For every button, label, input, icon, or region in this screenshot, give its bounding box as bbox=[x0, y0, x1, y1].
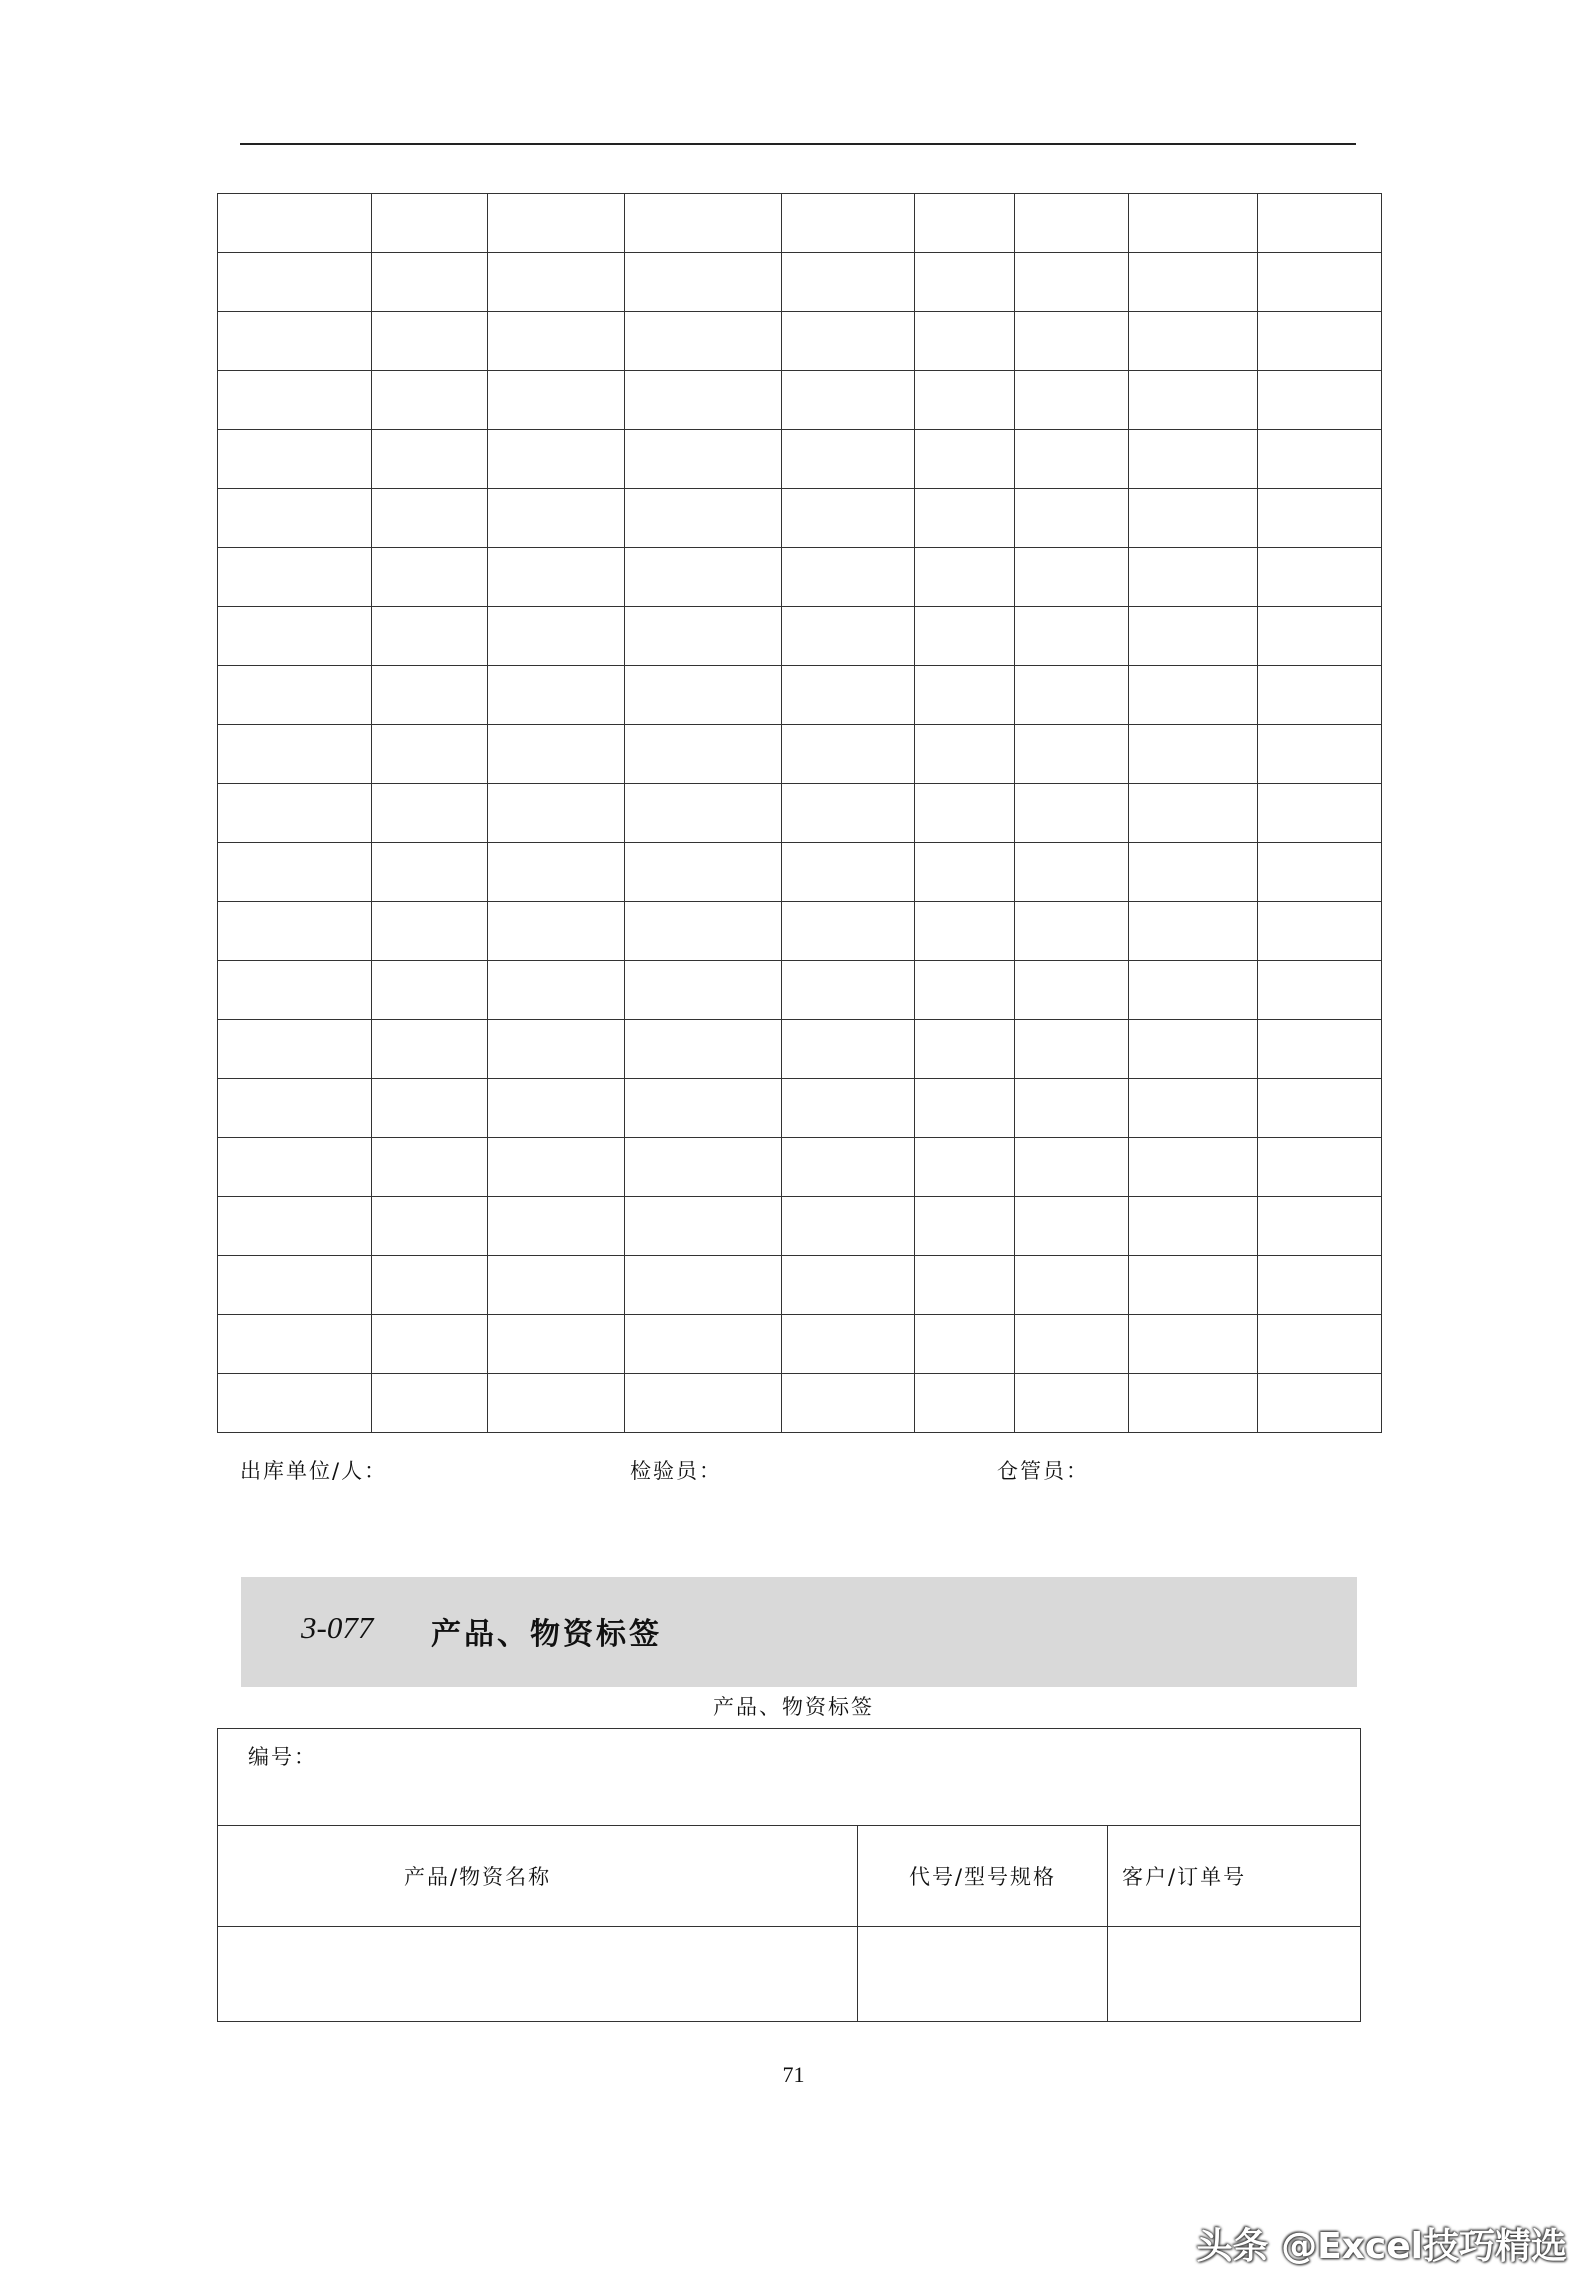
grid-cell bbox=[1258, 961, 1382, 1020]
grid-cell bbox=[218, 1315, 372, 1374]
grid-cell bbox=[915, 1197, 1015, 1256]
grid-cell bbox=[1129, 548, 1258, 607]
grid-cell bbox=[915, 1315, 1015, 1374]
grid-cell bbox=[218, 843, 372, 902]
grid-cell bbox=[488, 548, 625, 607]
header-customer-order: 客户/订单号 bbox=[1108, 1826, 1361, 1927]
inspector-signature-label: 检验员： bbox=[630, 1459, 722, 1483]
grid-cell bbox=[915, 902, 1015, 961]
grid-cell bbox=[625, 725, 782, 784]
grid-row bbox=[218, 489, 1382, 548]
grid-cell bbox=[218, 666, 372, 725]
grid-cell bbox=[372, 1020, 488, 1079]
grid-cell bbox=[625, 607, 782, 666]
grid-cell bbox=[625, 194, 782, 253]
grid-row bbox=[218, 1256, 1382, 1315]
grid-cell bbox=[1129, 961, 1258, 1020]
grid-cell bbox=[1258, 725, 1382, 784]
grid-cell bbox=[1258, 902, 1382, 961]
grid-cell bbox=[488, 1256, 625, 1315]
grid-cell bbox=[1015, 1197, 1129, 1256]
grid-cell bbox=[1258, 194, 1382, 253]
watermark: 头条 @Excel技巧精选 bbox=[1196, 2226, 1567, 2267]
grid-cell bbox=[218, 1256, 372, 1315]
grid-cell bbox=[372, 253, 488, 312]
grid-cell bbox=[1015, 961, 1129, 1020]
grid-row bbox=[218, 312, 1382, 371]
grid-cell bbox=[1129, 1138, 1258, 1197]
grid-cell bbox=[1129, 489, 1258, 548]
grid-cell bbox=[1129, 312, 1258, 371]
warehouse-keeper-signature-label: 仓管员： bbox=[997, 1459, 1089, 1483]
header-product-name: 产品/物资名称 bbox=[218, 1826, 858, 1927]
grid-cell bbox=[915, 430, 1015, 489]
grid-cell bbox=[1258, 548, 1382, 607]
grid-cell bbox=[1129, 843, 1258, 902]
grid-cell bbox=[782, 489, 915, 548]
grid-cell bbox=[1258, 784, 1382, 843]
grid-cell bbox=[488, 961, 625, 1020]
grid-cell bbox=[1015, 666, 1129, 725]
grid-cell bbox=[1015, 371, 1129, 430]
grid-cell bbox=[782, 1138, 915, 1197]
grid-cell bbox=[372, 489, 488, 548]
grid-cell bbox=[372, 430, 488, 489]
serial-row bbox=[218, 1729, 1361, 1826]
grid-cell bbox=[1015, 607, 1129, 666]
grid-cell bbox=[625, 1197, 782, 1256]
grid-cell bbox=[782, 548, 915, 607]
grid-cell bbox=[625, 1256, 782, 1315]
grid-cell bbox=[1129, 1374, 1258, 1433]
grid-cell bbox=[1015, 1079, 1129, 1138]
grid-cell bbox=[488, 1315, 625, 1374]
label-form-table bbox=[217, 1728, 1361, 2022]
grid-cell bbox=[915, 371, 1015, 430]
grid-cell bbox=[488, 1138, 625, 1197]
grid-cell bbox=[1129, 725, 1258, 784]
grid-row bbox=[218, 548, 1382, 607]
grid-row bbox=[218, 1197, 1382, 1256]
grid-cell bbox=[372, 194, 488, 253]
grid-cell bbox=[1129, 1079, 1258, 1138]
grid-cell bbox=[372, 725, 488, 784]
grid-cell bbox=[218, 961, 372, 1020]
grid-cell bbox=[488, 1197, 625, 1256]
grid-cell bbox=[625, 666, 782, 725]
grid-cell bbox=[915, 961, 1015, 1020]
serial-cell bbox=[218, 1729, 1361, 1826]
grid-cell bbox=[488, 312, 625, 371]
grid-cell bbox=[1258, 666, 1382, 725]
grid-cell bbox=[915, 784, 1015, 843]
grid-cell bbox=[488, 1020, 625, 1079]
grid-cell bbox=[372, 843, 488, 902]
grid-cell bbox=[372, 312, 488, 371]
grid-cell bbox=[1258, 1197, 1382, 1256]
grid-cell bbox=[915, 312, 1015, 371]
grid-cell bbox=[915, 843, 1015, 902]
blank-record-grid bbox=[217, 193, 1382, 1433]
grid-row bbox=[218, 430, 1382, 489]
grid-cell bbox=[488, 607, 625, 666]
grid-cell bbox=[488, 784, 625, 843]
grid-cell bbox=[1015, 1315, 1129, 1374]
grid-cell bbox=[1015, 843, 1129, 902]
grid-cell bbox=[625, 1020, 782, 1079]
grid-cell bbox=[488, 194, 625, 253]
label-value-row bbox=[218, 1927, 1361, 2022]
grid-cell bbox=[1129, 430, 1258, 489]
grid-cell bbox=[1015, 253, 1129, 312]
grid-cell bbox=[915, 489, 1015, 548]
grid-row bbox=[218, 725, 1382, 784]
grid-cell bbox=[488, 843, 625, 902]
grid-cell bbox=[218, 194, 372, 253]
grid-cell bbox=[1129, 902, 1258, 961]
grid-cell bbox=[915, 1020, 1015, 1079]
grid-cell bbox=[372, 1079, 488, 1138]
grid-cell bbox=[1129, 666, 1258, 725]
grid-cell bbox=[372, 607, 488, 666]
section-number: 3-077 bbox=[301, 1610, 374, 1645]
grid-cell bbox=[625, 1374, 782, 1433]
grid-cell bbox=[1258, 1315, 1382, 1374]
grid-cell bbox=[782, 1197, 915, 1256]
grid-row bbox=[218, 843, 1382, 902]
grid-row bbox=[218, 961, 1382, 1020]
grid-cell bbox=[915, 1138, 1015, 1197]
grid-cell bbox=[372, 1374, 488, 1433]
grid-cell bbox=[782, 961, 915, 1020]
grid-cell bbox=[488, 430, 625, 489]
grid-cell bbox=[218, 1079, 372, 1138]
grid-cell bbox=[782, 194, 915, 253]
grid-cell bbox=[1129, 607, 1258, 666]
grid-cell bbox=[218, 784, 372, 843]
grid-cell bbox=[625, 1079, 782, 1138]
grid-cell bbox=[1129, 371, 1258, 430]
section-title: 产品、物资标签 bbox=[431, 1617, 662, 1652]
grid-cell bbox=[625, 548, 782, 607]
grid-cell bbox=[1015, 1020, 1129, 1079]
value-customer-order bbox=[1108, 1927, 1361, 2022]
grid-cell bbox=[625, 489, 782, 548]
grid-cell bbox=[1015, 784, 1129, 843]
grid-cell bbox=[782, 1020, 915, 1079]
grid-row bbox=[218, 194, 1382, 253]
grid-cell bbox=[915, 607, 1015, 666]
grid-cell bbox=[488, 489, 625, 548]
grid-cell bbox=[218, 1197, 372, 1256]
grid-cell bbox=[218, 253, 372, 312]
grid-row bbox=[218, 666, 1382, 725]
grid-cell bbox=[1015, 725, 1129, 784]
outbound-signature-label: 出库单位/人： bbox=[240, 1459, 388, 1483]
label-form-caption: 产品、物资标签 bbox=[713, 1695, 874, 1719]
grid-cell bbox=[488, 666, 625, 725]
grid-cell bbox=[782, 666, 915, 725]
grid-cell bbox=[782, 902, 915, 961]
grid-cell bbox=[218, 312, 372, 371]
grid-cell bbox=[782, 1256, 915, 1315]
grid-row bbox=[218, 607, 1382, 666]
grid-row bbox=[218, 1079, 1382, 1138]
grid-cell bbox=[1258, 371, 1382, 430]
grid-cell bbox=[782, 1079, 915, 1138]
grid-cell bbox=[372, 1256, 488, 1315]
grid-cell bbox=[372, 548, 488, 607]
grid-row bbox=[218, 253, 1382, 312]
grid-cell bbox=[625, 253, 782, 312]
grid-cell bbox=[625, 902, 782, 961]
grid-cell bbox=[782, 1374, 915, 1433]
grid-cell bbox=[1258, 312, 1382, 371]
grid-cell bbox=[488, 902, 625, 961]
grid-cell bbox=[1129, 194, 1258, 253]
grid-cell bbox=[218, 1138, 372, 1197]
grid-cell bbox=[1015, 430, 1129, 489]
grid-cell bbox=[625, 1315, 782, 1374]
grid-cell bbox=[218, 607, 372, 666]
signature-line bbox=[240, 1455, 1356, 1485]
header-model-spec: 代号/型号规格 bbox=[858, 1826, 1108, 1927]
grid-row bbox=[218, 1020, 1382, 1079]
grid-cell bbox=[782, 371, 915, 430]
grid-cell bbox=[625, 843, 782, 902]
grid-cell bbox=[1258, 607, 1382, 666]
section-banner bbox=[241, 1577, 1357, 1687]
grid-cell bbox=[1258, 489, 1382, 548]
grid-cell bbox=[218, 430, 372, 489]
grid-cell bbox=[625, 371, 782, 430]
grid-cell bbox=[782, 607, 915, 666]
grid-cell bbox=[782, 843, 915, 902]
grid-cell bbox=[1258, 1374, 1382, 1433]
grid-cell bbox=[1015, 902, 1129, 961]
grid-cell bbox=[915, 548, 1015, 607]
grid-cell bbox=[218, 725, 372, 784]
page-number: 71 bbox=[782, 2062, 805, 2087]
grid-cell bbox=[915, 725, 1015, 784]
grid-cell bbox=[372, 1197, 488, 1256]
grid-cell bbox=[1258, 843, 1382, 902]
grid-cell bbox=[218, 371, 372, 430]
grid-cell bbox=[1129, 253, 1258, 312]
grid-cell bbox=[625, 961, 782, 1020]
grid-cell bbox=[782, 430, 915, 489]
grid-cell bbox=[1258, 1020, 1382, 1079]
header-rule bbox=[240, 143, 1356, 145]
grid-cell bbox=[372, 961, 488, 1020]
grid-cell bbox=[1258, 1079, 1382, 1138]
grid-cell bbox=[218, 1020, 372, 1079]
grid-cell bbox=[782, 253, 915, 312]
grid-cell bbox=[1258, 1256, 1382, 1315]
grid-row bbox=[218, 902, 1382, 961]
grid-cell bbox=[1015, 1374, 1129, 1433]
grid-cell bbox=[1015, 1256, 1129, 1315]
grid-cell bbox=[915, 253, 1015, 312]
value-product-name bbox=[218, 1927, 858, 2022]
grid-cell bbox=[372, 371, 488, 430]
grid-cell bbox=[1015, 312, 1129, 371]
grid-cell bbox=[372, 666, 488, 725]
grid-cell bbox=[782, 1315, 915, 1374]
grid-cell bbox=[218, 548, 372, 607]
grid-cell bbox=[915, 1374, 1015, 1433]
grid-cell bbox=[915, 1079, 1015, 1138]
grid-cell bbox=[625, 430, 782, 489]
grid-cell bbox=[915, 1256, 1015, 1315]
grid-cell bbox=[1129, 1315, 1258, 1374]
grid-cell bbox=[218, 902, 372, 961]
serial-label: 编号： bbox=[248, 1745, 317, 1769]
grid-cell bbox=[1258, 430, 1382, 489]
grid-cell bbox=[782, 725, 915, 784]
grid-cell bbox=[488, 371, 625, 430]
grid-cell bbox=[1129, 1020, 1258, 1079]
grid-cell bbox=[1129, 1197, 1258, 1256]
grid-cell bbox=[488, 253, 625, 312]
value-model-spec bbox=[858, 1927, 1108, 2022]
grid-row bbox=[218, 784, 1382, 843]
grid-cell bbox=[1258, 253, 1382, 312]
grid-cell bbox=[488, 725, 625, 784]
grid-cell bbox=[1015, 489, 1129, 548]
grid-cell bbox=[372, 1138, 488, 1197]
grid-cell bbox=[625, 784, 782, 843]
grid-cell bbox=[488, 1079, 625, 1138]
grid-cell bbox=[625, 312, 782, 371]
grid-cell bbox=[1129, 1256, 1258, 1315]
grid-cell bbox=[1015, 1138, 1129, 1197]
grid-cell bbox=[782, 784, 915, 843]
grid-cell bbox=[625, 1138, 782, 1197]
grid-cell bbox=[1015, 548, 1129, 607]
grid-row bbox=[218, 1315, 1382, 1374]
grid-row bbox=[218, 371, 1382, 430]
grid-cell bbox=[915, 194, 1015, 253]
grid-row bbox=[218, 1374, 1382, 1433]
grid-cell bbox=[218, 489, 372, 548]
label-header-row bbox=[218, 1826, 1361, 1927]
grid-cell bbox=[372, 902, 488, 961]
grid-cell bbox=[1258, 1138, 1382, 1197]
grid-cell bbox=[218, 1374, 372, 1433]
grid-cell bbox=[1129, 784, 1258, 843]
grid-cell bbox=[372, 784, 488, 843]
grid-cell bbox=[488, 1374, 625, 1433]
grid-cell bbox=[782, 312, 915, 371]
grid-cell bbox=[1015, 194, 1129, 253]
grid-cell bbox=[372, 1315, 488, 1374]
grid-row bbox=[218, 1138, 1382, 1197]
grid-cell bbox=[915, 666, 1015, 725]
